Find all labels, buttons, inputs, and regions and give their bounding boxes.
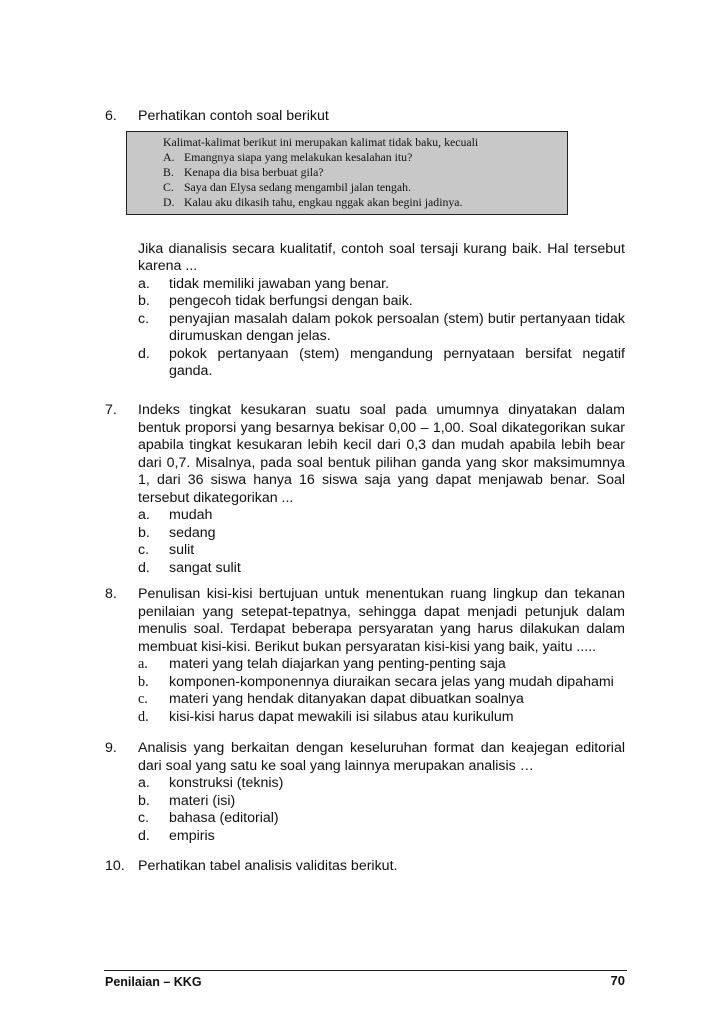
question-number: 6.	[105, 108, 117, 124]
question-number: 7.	[105, 402, 117, 418]
question-10	[105, 858, 625, 876]
question-text: Indeks tingkat kesukaran suatu soal pada umumnya dinyatakan dalam bentuk proporsi yang besarnya bekisar 0,00 – 1,00. Soal dikategorikan sukar apabila tingkat kesukaran lebih kecil dari 0,3 dan mudah apabila lebih bear dari 0,7. Misalnya, pada soal bentuk pilihan ganda yang skor maksimumnya 1, dari 36 siswa hanya 16 siswa saja yang dapat menjawab benar. Soal tersebut dikategorikan ...	[138, 402, 625, 506]
answer-option: a. materi yang telah diajarkan yang penting-penting saja	[138, 656, 506, 672]
example-question-box	[126, 131, 568, 215]
answer-option: b. komponen-komponennya diuraikan secara jelas yang mudah dipahami	[138, 673, 614, 690]
example-option: D. Kalau aku dikasih tahu, engkau nggak akan begini jadinya.	[163, 194, 463, 209]
question-6	[105, 108, 625, 381]
answer-option: d. pokok pertanyaan (stem) mengandung pernyataan bersifat negatif ganda.	[138, 345, 625, 379]
footer-title: Penilaian – KKG	[105, 975, 202, 989]
question-number: 10.	[105, 858, 125, 874]
question-text: Perhatikan tabel analisis validitas berikut.	[138, 858, 398, 874]
answer-option: d. empiris	[138, 827, 215, 844]
example-stem: Kalimat-kalimat berikut ini merupakan kalimat tidak baku, kecuali	[163, 134, 479, 149]
example-option: B. Kenapa dia bisa berbuat gila?	[163, 164, 324, 179]
answer-option: b. sedang	[138, 524, 216, 541]
question-9	[105, 740, 625, 845]
answer-option: d. kisi-kisi harus dapat mewakili isi silabus atau kurikulum	[138, 708, 514, 725]
page-number: 70	[610, 973, 625, 988]
example-option: A. Emangnya siapa yang melakukan kesalahan itu?	[163, 149, 413, 164]
question-text: Jika dianalisis secara kualitatif, contoh soal tersaji kurang baik. Hal tersebut karena ...	[138, 240, 625, 274]
answer-option: a. mudah	[138, 507, 213, 523]
question-text: Penulisan kisi-kisi bertujuan untuk menentukan ruang lingkup dan tekanan penilaian yang setepat-tepatnya, sehingga dapat menjadi petunjuk dalam menulis soal. Terdapat beberapa persyaratan yang harus dilakukan dalam membuat kisi-kisi. Berikut bukan persyaratan kisi-kisi yang baik, yaitu .....	[138, 586, 625, 655]
question-intro: Perhatikan contoh soal berikut	[138, 108, 329, 124]
question-8	[105, 586, 625, 726]
answer-option: c. sulit	[138, 542, 195, 558]
answer-option: c. bahasa (editorial)	[138, 810, 279, 826]
footer-divider	[104, 970, 627, 971]
answer-option: d. sangat sulit	[138, 559, 241, 576]
answer-option: a. konstruksi (teknis)	[138, 775, 284, 791]
answer-option: a. tidak memiliki jawaban yang benar.	[138, 275, 390, 292]
question-number: 8.	[105, 586, 117, 602]
question-number: 9.	[105, 740, 117, 756]
question-text: Analisis yang berkaitan dengan keseluruhan format dan keajegan editorial dari soal yang satu ke soal yang lainnya merupakan analisis …	[138, 740, 625, 774]
answer-option: c. materi yang hendak ditanyakan dapat dibuatkan soalnya	[138, 691, 524, 707]
answer-option: c. penyajian masalah dalam pokok persoalan (stem) butir pertanyaan tidak dirumuskan dengan jelas.	[138, 310, 625, 344]
question-7	[105, 402, 625, 577]
example-option: C. Saya dan Elysa sedang mengambil jalan tengah.	[163, 179, 412, 194]
answer-option: b. pengecoh tidak berfungsi dengan baik.	[138, 293, 413, 309]
answer-option: b. materi (isi)	[138, 792, 236, 809]
